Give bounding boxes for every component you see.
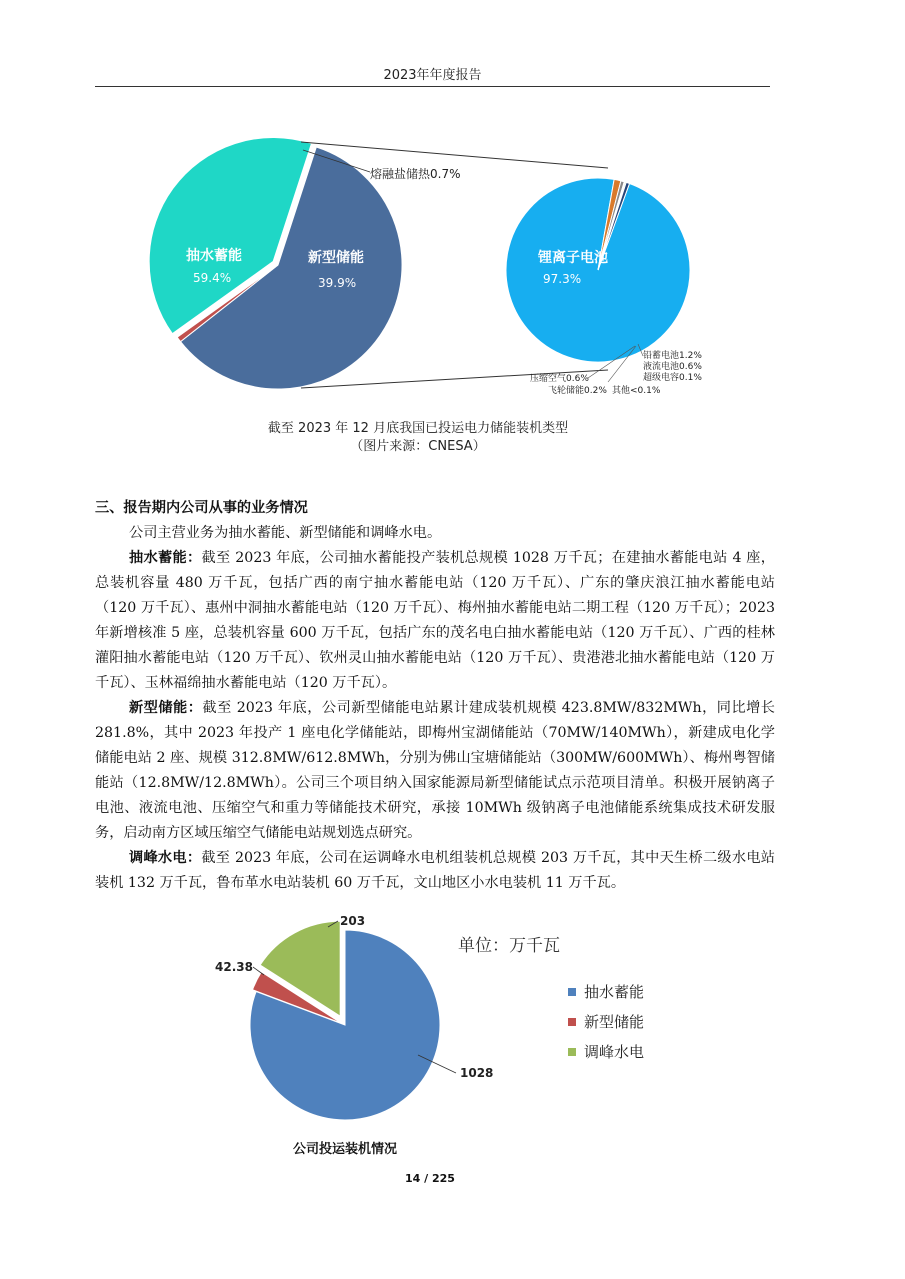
- business-section: [95, 496, 775, 896]
- value-li-ion: 97.3%: [543, 272, 582, 286]
- legend-swatch-pumped: [568, 988, 576, 996]
- sub-pie: [506, 178, 690, 362]
- page-number: 14 / 225: [405, 1172, 455, 1185]
- leader-new: [253, 967, 264, 975]
- label-other: 其他<0.1%: [612, 386, 661, 396]
- legend-swatch-new: [568, 1018, 576, 1026]
- new-storage-paragraph: [95, 696, 775, 846]
- label-flywheel: 飞轮储能0.2%: [548, 386, 607, 396]
- pumped-storage-paragraph: [95, 546, 775, 696]
- chart1-title: 截至 2023 年 12 月底我国已投运电力储能装机类型: [267, 421, 569, 436]
- label-flow-battery: 液流电池0.6%: [643, 362, 702, 372]
- hydro-text: 截至 2023 年底，公司在运调峰水电机组装机总规模 203 万千瓦，其中天生桥二级水电站装机 132 万千瓦，鲁布革水电站装机 60 万千瓦，文山地区小水电装机 11 万千瓦。: [95, 850, 775, 891]
- new-storage-text: 截至 2023 年底，公司新型储能电站累计建成装机规模 423.8MW/832MWh，同比增长 281.8%，其中 2023 年投产 1 座电化学储能站，即梅州宝湖储能站（70MW/140MWh），新建成电化学储能电站 2 座、规模 312.8MW/612.8MWh，分别为佛山宝塘储能站（300MW/600MWh）、梅州粤智储能站（12.8MW/12.8MWh）。公司三个项目纳入国家能源局新型储能试点示范项目清单。积极开展钠离子电池、液流电池、压缩空气和重力等储能技术研究，承接 10MWh 级钠离子电池储能系统集成技术研发服务，启动南方区域压缩空气储能电站规划选点研究。: [95, 700, 775, 841]
- new-storage-lead: 新型储能：: [129, 700, 203, 716]
- legend-swatch-hydro: [568, 1048, 576, 1056]
- label-lead-acid: 铅蓄电池1.2%: [643, 351, 702, 361]
- capacity-pie: [250, 921, 440, 1120]
- chart1-source: （图片来源：CNESA）: [350, 439, 486, 454]
- section-heading: 三、报告期内公司从事的业务情况: [95, 500, 308, 516]
- hydro-lead: 调峰水电：: [129, 850, 202, 866]
- pumped-storage-lead: 抽水蓄能：: [129, 550, 202, 566]
- value-hydro: 203: [340, 914, 366, 928]
- callout-molten-salt: 熔融盐储热0.7%: [370, 167, 461, 181]
- chart1-caption: [138, 420, 698, 456]
- intro-paragraph: 公司主营业务为抽水蓄能、新型储能和调峰水电。: [129, 525, 442, 541]
- label-compressed-air: 压缩空气0.6%: [530, 374, 589, 384]
- label-li-ion: 锂离子电池: [538, 250, 608, 266]
- legend-new: 新型储能: [584, 1013, 645, 1031]
- legend-hydro: 调峰水电: [584, 1043, 645, 1061]
- legend-pumped: 抽水蓄能: [584, 983, 645, 1001]
- label-supercap: 超级电容0.1%: [643, 373, 702, 383]
- value-pumped-storage: 59.4%: [193, 271, 232, 285]
- pumped-storage-text: 截至 2023 年底，公司抽水蓄能投产装机总规模 1028 万千瓦；在建抽水蓄能电站 4 座，总装机容量 480 万千瓦，包括广西的南宁抽水蓄能电站（120 万千瓦）、广东的肇庆浪江抽水蓄能电站（120 万千瓦）、惠州中洞抽水蓄能电站（120 万千瓦）、梅州抽水蓄能电站二期工程（120 万千瓦）；2023 年新增核准 5 座，总装机容量 600 万千瓦，包括广东的茂名电白抽水蓄能电站（120 万千瓦）、广西的桂林灌阳抽水蓄能电站（120 万千瓦）、钦州灵山抽水蓄能电站（120 万千瓦）、贵港港北抽水蓄能电站（120 万千瓦）、玉林福绵抽水蓄能电站（120 万千瓦）。: [95, 550, 775, 691]
- value-pumped-cap: 1028: [460, 1066, 494, 1080]
- page-header: 2023年年度报告: [383, 68, 482, 83]
- label-new-storage: 新型储能: [308, 250, 364, 266]
- header-rule: [95, 86, 770, 87]
- unit-label: 单位：万千瓦: [458, 936, 560, 956]
- value-new-storage-cap: 42.38: [215, 960, 253, 974]
- company-capacity-chart: [190, 905, 710, 1165]
- label-pumped-storage: 抽水蓄能: [186, 248, 242, 264]
- storage-type-chart: [138, 120, 718, 455]
- value-new-storage: 39.9%: [318, 276, 357, 290]
- chart2-title: 公司投运装机情况: [292, 1142, 397, 1157]
- hydro-paragraph: [95, 846, 775, 896]
